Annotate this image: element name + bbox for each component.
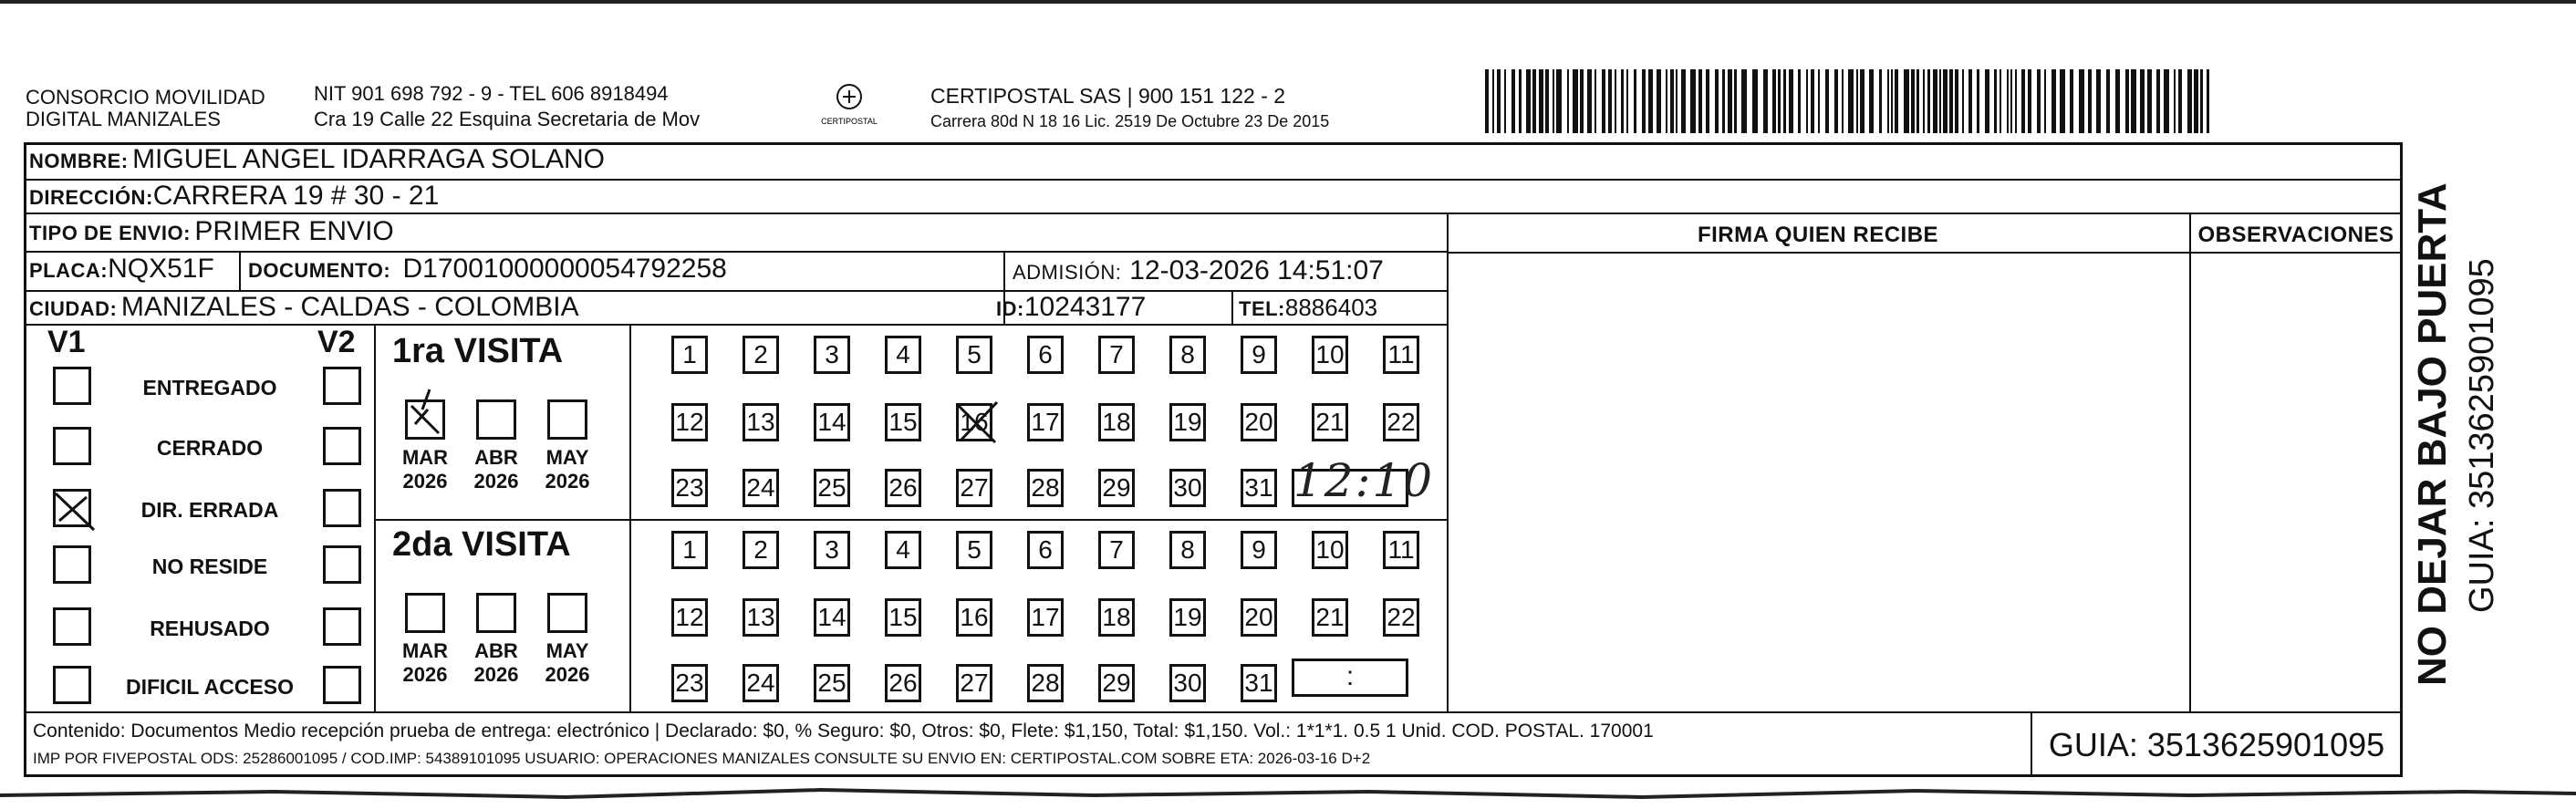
barcode-bar (1556, 69, 1562, 133)
status-label: REHUSADO (150, 617, 270, 640)
barcode-bar (1895, 69, 1898, 133)
barcode-bar (1666, 69, 1667, 133)
barcode-bar (1734, 69, 1737, 133)
first-visit-day-15[interactable]: 15 (885, 403, 921, 441)
first-visit-month-label: MAR (401, 446, 449, 469)
courier-line1: CERTIPOSTAL SAS | 900 151 122 - 2 (930, 84, 1286, 108)
first-visit-day-21[interactable]: 21 (1312, 403, 1348, 441)
first-visit-day-6[interactable]: 6 (1027, 336, 1064, 374)
footer-guia: GUIA: 3513625901095 (2048, 726, 2385, 763)
barcode-bar (1752, 69, 1758, 133)
barcode-bar (1615, 69, 1616, 133)
admision-field: ADMISIÓN: 12-03-2026 14:51:07 (1013, 255, 1384, 285)
barcode-bar (1879, 69, 1882, 133)
v1-checkbox-4[interactable] (53, 607, 91, 646)
barcode-bar (1698, 69, 1702, 133)
company-address: Cra 19 Calle 22 Esquina Secretaria de Mov (314, 108, 701, 130)
tipo-envio-row: TIPO DE ENVIO: PRIMER ENVIO (29, 216, 394, 246)
barcode-bar (1608, 69, 1612, 133)
barcode-bar (1904, 69, 1909, 133)
v2-checkbox-2[interactable] (323, 489, 361, 527)
barcode-bar (1834, 69, 1838, 133)
barcode-bar (1869, 69, 1874, 133)
v2-checkbox-3[interactable] (323, 545, 361, 584)
barcode-bar (2125, 69, 2129, 133)
status-label: CERRADO (156, 436, 264, 460)
barcode-bar (1657, 69, 1661, 133)
barcode-bar (1806, 69, 1808, 133)
barcode-bar (1594, 69, 1596, 133)
first-visit-month-checkbox-0[interactable] (405, 399, 445, 440)
first-visit-day-30[interactable]: 30 (1169, 469, 1206, 507)
first-visit-day-12[interactable]: 12 (671, 403, 708, 441)
barcode-bar (1939, 69, 1941, 133)
second-visit-day-12[interactable]: 12 (671, 598, 708, 637)
first-visit-day-8[interactable]: 8 (1169, 336, 1206, 374)
barcode-bar (1772, 69, 1776, 133)
first-visit-day-10[interactable]: 10 (1312, 336, 1348, 374)
barcode-bar (1492, 69, 1494, 133)
firma-header: FIRMA QUIEN RECIBE (1697, 223, 1939, 247)
barcode-bar (1526, 69, 1531, 133)
barcode-bar (2037, 69, 2041, 133)
first-visit-year-label: 2026 (473, 470, 519, 493)
second-visit-year-label: 2026 (473, 663, 519, 686)
barcode-bar (2140, 69, 2145, 133)
barcode-bar (1798, 69, 1801, 133)
second-visit-day-30[interactable]: 30 (1169, 664, 1206, 702)
barcode-bar (2070, 69, 2073, 133)
second-visit-day-6[interactable]: 6 (1027, 531, 1064, 569)
barcode-bar (1642, 69, 1646, 133)
barcode-bar (2096, 69, 2101, 133)
svg-text:CERTIPOSTAL: CERTIPOSTAL (821, 117, 878, 126)
barcode-bar (1860, 69, 1864, 133)
first-visit-day-16[interactable]: 16 (956, 403, 992, 441)
barcode-bar (1545, 69, 1549, 133)
first-visit-day-19[interactable]: 19 (1169, 403, 1206, 441)
first-visit-day-22[interactable]: 22 (1383, 403, 1419, 441)
second-visit-year-label: 2026 (545, 663, 590, 686)
v1-checkbox-3[interactable] (53, 545, 91, 584)
barcode-bar (1887, 69, 1889, 133)
barcode-bar (1690, 69, 1696, 133)
v2-checkbox-4[interactable] (323, 607, 361, 646)
second-visit-month-label: ABR (474, 639, 518, 662)
barcode-bar (1994, 69, 1997, 133)
second-visit-day-2[interactable]: 2 (743, 531, 779, 569)
first-visit-day-23[interactable]: 23 (671, 469, 708, 507)
barcode-bar (2115, 69, 2120, 133)
footer-contenido: Contenido: Documentos Medio recepción prueba de entrega: electrónico | Declarado: $0, % Seguro: $0, Otros: $0, Flete: $1,150, Total: $1,150. Vol.: 1*1*1. 0.5 1 Unid. COD. POSTAL. 170001 (33, 721, 1654, 742)
barcode-bar (1763, 69, 1768, 133)
barcode-bar (1504, 69, 1506, 133)
v2-checkbox-5[interactable] (323, 666, 361, 704)
second-visit-title: 2da VISITA (392, 525, 571, 564)
v1-checkbox-2[interactable] (53, 489, 91, 527)
second-visit-day-26[interactable]: 26 (885, 664, 921, 702)
first-visit-day-2[interactable]: 2 (743, 336, 779, 374)
barcode-bar (2021, 69, 2025, 133)
barcode-bar (1573, 69, 1578, 133)
side-notice: NO DEJAR BAJO PUERTA (2410, 182, 2455, 686)
barcode-bar (1856, 69, 1858, 133)
second-visit-month-checkbox-2[interactable] (547, 593, 587, 633)
second-visit-day-10[interactable]: 10 (1312, 531, 1348, 569)
barcode-bar (1722, 69, 1725, 133)
first-visit-day-25[interactable]: 25 (814, 469, 850, 507)
second-visit-day-28[interactable]: 28 (1027, 664, 1064, 702)
second-visit-day-15[interactable]: 15 (885, 598, 921, 637)
v2-checkbox-0[interactable] (323, 367, 361, 405)
first-visit-day-28[interactable]: 28 (1027, 469, 1064, 507)
v1-checkbox-0[interactable] (53, 367, 91, 405)
barcode-bar (2178, 69, 2182, 133)
barcode-bar (2010, 69, 2012, 133)
barcode-bar (1927, 69, 1930, 133)
barcode-bar (1519, 69, 1522, 133)
v2-checkbox-1[interactable] (323, 427, 361, 465)
barcode-bar (2106, 69, 2110, 133)
v2-label: V2 (317, 325, 356, 359)
footer-imp: IMP POR FIVEPOSTAL ODS: 25286001095 / COD.IMP: 54389101095 USUARIO: OPERACIONES MANIZALES CONSULTE SU ENVIO EN: CERTIPOSTAL.COM SOBRE ETA: 2026-03-16 D+2 (33, 750, 1371, 767)
company-nit: NIT 901 698 792 - 9 - TEL 606 8918494 (314, 82, 669, 105)
nombre-value: MIGUEL ANGEL IDARRAGA SOLANO (132, 144, 605, 174)
first-visit-day-24[interactable]: 24 (743, 469, 779, 507)
second-visit-day-27[interactable]: 27 (956, 664, 992, 702)
v1-checkbox-5[interactable] (53, 666, 91, 704)
barcode-bar (2194, 69, 2198, 133)
barcode-bar (1648, 69, 1653, 133)
barcode-bar (1923, 69, 1925, 133)
second-visit-day-31[interactable]: 31 (1241, 664, 1277, 702)
barcode-bar (1676, 69, 1678, 133)
barcode-bar (1848, 69, 1854, 133)
barcode-bar (1977, 69, 1979, 133)
second-visit-day-7[interactable]: 7 (1098, 531, 1135, 569)
barcode-bar (1532, 69, 1536, 133)
barcode-bar (2000, 69, 2001, 133)
barcode-bar (2156, 69, 2160, 133)
first-visit-day-1[interactable]: 1 (671, 336, 708, 374)
company-name-line2: DIGITAL MANIZALES (26, 108, 221, 130)
barcode-bar (2015, 69, 2017, 133)
first-visit-year-label: 2026 (545, 470, 590, 493)
barcode-bar (2147, 69, 2152, 133)
barcode-bar (1842, 69, 1844, 133)
observaciones-header: OBSERVACIONES (2197, 223, 2394, 247)
barcode-bar (1778, 69, 1781, 133)
first-visit-month-checkbox-2[interactable] (547, 399, 587, 440)
second-visit-month-checkbox-0[interactable] (405, 593, 445, 633)
second-visit-month-label: MAY (545, 639, 589, 662)
direccion-row: DIRECCIÓN:CARRERA 19 # 30 - 21 (29, 181, 440, 211)
barcode-bar (2079, 69, 2084, 133)
second-visit-day-16[interactable]: 16 (956, 598, 992, 637)
barcode-bar (1497, 69, 1501, 133)
first-visit-year-label: 2026 (402, 470, 448, 493)
placa-field: PLACA:NQX51F (29, 254, 214, 284)
barcode-bar (1728, 69, 1732, 133)
second-visit-day-11[interactable]: 11 (1383, 531, 1419, 569)
barcode-bar (1962, 69, 1964, 133)
barcode-bar (1621, 69, 1624, 133)
barcode-bar (1626, 69, 1628, 133)
tel-field: TEL:8886403 (1239, 294, 1378, 321)
v1-checkbox-1[interactable] (53, 427, 91, 465)
first-visit-month-label: MAY (545, 446, 589, 469)
barcode-bar (1955, 69, 1958, 133)
second-visit-day-4[interactable]: 4 (885, 531, 921, 569)
barcode-bar (1681, 69, 1686, 133)
scan-edge-bottom (0, 783, 2576, 804)
status-label: ENTREGADO (142, 376, 277, 399)
barcode-bar (2200, 69, 2203, 133)
second-visit-day-23[interactable]: 23 (671, 664, 708, 702)
barcode-bar (1949, 69, 1953, 133)
first-visit-day-27[interactable]: 27 (956, 469, 992, 507)
barcode-bar (1741, 69, 1747, 133)
second-visit-day-17[interactable]: 17 (1027, 598, 1064, 637)
barcode-bar (1706, 69, 1709, 133)
barcode-bar (1916, 69, 1919, 133)
barcode-bar (2174, 69, 2176, 133)
first-visit-day-18[interactable]: 18 (1098, 403, 1135, 441)
second-visit-month-label: MAR (401, 639, 449, 662)
barcode-bar (2007, 69, 2009, 133)
status-label: DIFICIL ACCESO (125, 675, 294, 699)
barcode-bar (1968, 69, 1972, 133)
barcode (1485, 0, 2215, 137)
first-visit-title: 1ra VISITA (392, 332, 564, 370)
barcode-bar (2207, 69, 2209, 133)
first-visit-day-4[interactable]: 4 (885, 336, 921, 374)
barcode-bar (1553, 69, 1554, 133)
barcode-bar (2164, 69, 2169, 133)
barcode-bar (2131, 69, 2136, 133)
certipostal-logo (812, 80, 887, 135)
first-visit-day-13[interactable]: 13 (743, 403, 779, 441)
side-guia: GUIA: 3513625901095 (2463, 258, 2501, 613)
second-visit-day-22[interactable]: 22 (1383, 598, 1419, 637)
status-label: NO RESIDE (151, 555, 268, 578)
barcode-bar (2187, 69, 2192, 133)
barcode-bar (1789, 69, 1793, 133)
id-field: ID:10243177 (996, 292, 1147, 322)
first-visit-month-label: ABR (474, 446, 518, 469)
second-visit-day-1[interactable]: 1 (671, 531, 708, 569)
barcode-bar (1715, 69, 1719, 133)
first-visit-day-5[interactable]: 5 (956, 336, 992, 374)
second-visit-year-label: 2026 (402, 663, 448, 686)
documento-field: DOCUMENTO: D17001000000054792258 (248, 254, 727, 284)
barcode-bar (1587, 69, 1592, 133)
second-visit-day-8[interactable]: 8 (1169, 531, 1206, 569)
barcode-bar (1783, 69, 1786, 133)
first-visit-day-20[interactable]: 20 (1241, 403, 1277, 441)
first-visit-day-14[interactable]: 14 (814, 403, 850, 441)
barcode-bar (1985, 69, 1989, 133)
second-visit-day-3[interactable]: 3 (814, 531, 850, 569)
courier-line2: Carrera 80d N 18 16 Lic. 2519 De Octubre 23 De 2015 (930, 112, 1330, 130)
first-visit-month-checkbox-1[interactable] (476, 399, 516, 440)
first-visit-day-9[interactable]: 9 (1241, 336, 1277, 374)
barcode-bar (1811, 69, 1814, 133)
barcode-bar (1943, 69, 1948, 133)
second-visit-day-9[interactable]: 9 (1241, 531, 1277, 569)
barcode-bar (1818, 69, 1820, 133)
barcode-bar (1825, 69, 1829, 133)
first-visit-day-26[interactable]: 26 (885, 469, 921, 507)
first-visit-day-17[interactable]: 17 (1027, 403, 1064, 441)
tipo-envio-value: PRIMER ENVIO (194, 216, 394, 246)
second-visit-day-19[interactable]: 19 (1169, 598, 1206, 637)
first-visit-day-31[interactable]: 31 (1241, 469, 1277, 507)
ciudad-field: CIUDAD: MANIZALES - CALDAS - COLOMBIA (29, 292, 579, 322)
barcode-bar (1567, 69, 1569, 133)
second-visit-day-21[interactable]: 21 (1312, 598, 1348, 637)
first-visit-day-3[interactable]: 3 (814, 336, 850, 374)
first-visit-day-7[interactable]: 7 (1098, 336, 1135, 374)
barcode-bar (1634, 69, 1636, 133)
nombre-row: NOMBRE: MIGUEL ANGEL IDARRAGA SOLANO (29, 144, 605, 174)
first-visit-time-handwritten: 12:10 (1293, 454, 1435, 507)
second-visit-time-box: : (1292, 659, 1408, 697)
barcode-bar (1485, 69, 1489, 133)
second-visit-day-25[interactable]: 25 (814, 664, 850, 702)
barcode-bar (1602, 69, 1605, 133)
second-visit-day-24[interactable]: 24 (743, 664, 779, 702)
v1-label: V1 (47, 325, 86, 359)
barcode-bar (1511, 69, 1515, 133)
second-visit-day-14[interactable]: 14 (814, 598, 850, 637)
second-visit-day-13[interactable]: 13 (743, 598, 779, 637)
second-visit-day-29[interactable]: 29 (1098, 664, 1135, 702)
status-label: DIR. ERRADA (140, 498, 279, 522)
barcode-bar (1891, 69, 1893, 133)
barcode-bar (1539, 69, 1543, 133)
barcode-bar (2051, 69, 2056, 133)
second-visit-day-5[interactable]: 5 (956, 531, 992, 569)
barcode-bar (2060, 69, 2065, 133)
second-visit-day-18[interactable]: 18 (1098, 598, 1135, 637)
first-visit-day-11[interactable]: 11 (1383, 336, 1419, 374)
barcode-bar (2028, 69, 2031, 133)
barcode-bar (1670, 69, 1674, 133)
first-visit-day-29[interactable]: 29 (1098, 469, 1135, 507)
second-visit-month-checkbox-1[interactable] (476, 593, 516, 633)
barcode-bar (1911, 69, 1915, 133)
direccion-value: CARRERA 19 # 30 - 21 (152, 181, 440, 211)
barcode-bar (2088, 69, 2092, 133)
company-name-line1: CONSORCIO MOVILIDAD (26, 86, 265, 109)
barcode-bar (2044, 69, 2046, 133)
barcode-bar (1580, 69, 1584, 133)
second-visit-day-20[interactable]: 20 (1241, 598, 1277, 637)
barcode-bar (1933, 69, 1937, 133)
